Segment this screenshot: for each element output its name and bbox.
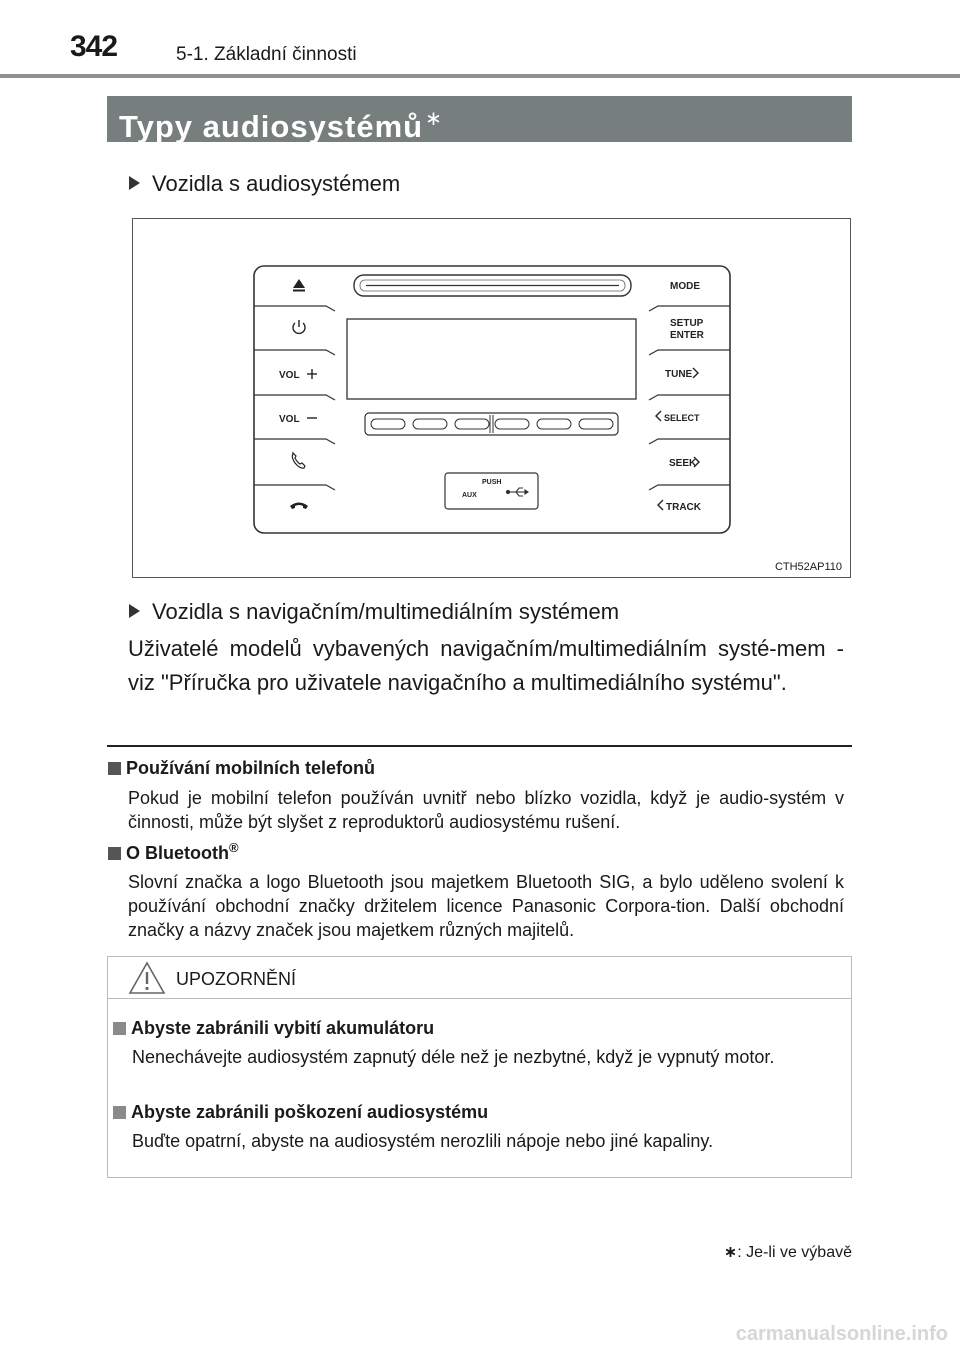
seek-label: SEEK [669, 458, 697, 469]
square-bullet-icon [113, 1022, 126, 1035]
variant-audio-heading [129, 171, 400, 197]
section-heading-phones [108, 758, 375, 779]
caution-box [107, 956, 852, 1178]
title-footnote-mark: ∗ [425, 108, 443, 130]
section-text-phones: Pokud je mobilní telefon používán uvnitř nebo blízko vozidla, když je audio-systém v činnosti, může být slyšet z reproduktorů audiosystému rušení. [128, 788, 844, 832]
caution-text-battery: Nenechávejte audiosystém zapnutý déle než je nezbytné, když je vypnutý motor. [132, 1047, 775, 1067]
section-heading-bluetooth-text: O Bluetooth [126, 843, 229, 863]
setup-label: SETUP [670, 318, 704, 329]
page-number: 342 [70, 30, 118, 63]
header-rule [0, 74, 960, 78]
section-heading-bluetooth [108, 840, 239, 864]
vol-up-label: VOL [279, 370, 300, 381]
square-bullet-icon [108, 847, 121, 860]
audio-unit-illustration [133, 219, 850, 577]
caution-text-damage: Buďte opatrní, abyste na audiosystém nerozlili nápoje nebo jiné kapaliny. [132, 1131, 714, 1151]
triangle-bullet-icon [129, 176, 140, 190]
footnote-mark: ∗ [723, 1244, 738, 1261]
vol-down-label: VOL [279, 414, 300, 425]
section-text-bluetooth: Slovní značka a logo Bluetooth jsou majetkem Bluetooth SIG, a bylo uděleno svolení k používání obchodní značky držitelem licence Panasonic Corpora-tion. Další obchodní značky a názvy značek jsou majetkem různých majitelů. [128, 872, 844, 940]
footnote-text: : Je-li ve výbavě [737, 1244, 852, 1261]
enter-label: ENTER [670, 330, 704, 341]
port-aux-label: AUX [462, 492, 477, 499]
mode-label: MODE [670, 281, 700, 292]
section-rule [107, 745, 852, 747]
nav-reference-paragraph: Uživatelé modelů vybavených navigačním/multimediálním systé-mem - viz "Příručka pro uživatele navigačního a multimediálního systému". [128, 636, 844, 695]
caution-title: UPOZORNĚNÍ [176, 969, 297, 989]
watermark: carmanualsonline.info [735, 1323, 948, 1345]
audio-unit-figure [132, 218, 851, 578]
caution-heading-damage-text: Abyste zabránili poškození audiosystému [131, 1102, 489, 1122]
footnote [724, 1242, 852, 1262]
square-bullet-icon [113, 1106, 126, 1119]
registered-mark: ® [228, 840, 239, 855]
triangle-bullet-icon [129, 604, 140, 618]
section-title: Typy audiosystémů [119, 109, 424, 144]
caution-heading-battery-text: Abyste zabránili vybití akumulátoru [131, 1018, 435, 1038]
caution-separator [108, 998, 851, 999]
section-title-bar [107, 96, 852, 142]
track-label: TRACK [666, 502, 701, 513]
square-bullet-icon [108, 762, 121, 775]
tune-label: TUNE [665, 369, 693, 380]
port-push-label: PUSH [482, 479, 502, 486]
variant-nav-heading [129, 599, 619, 625]
variant-nav-label: Vozidla s navigačním/multimediálním systémem [152, 599, 620, 624]
section-heading-phones-text: Používání mobilních telefonů [126, 758, 376, 778]
select-label: SELECT [664, 413, 700, 423]
variant-audio-label: Vozidla s audiosystémem [152, 171, 401, 196]
chapter-title: 5-1. Základní činnosti [176, 44, 357, 65]
figure-id: CTH52AP110 [774, 561, 842, 573]
caution-heading-battery [113, 1018, 434, 1039]
warning-triangle-icon [128, 960, 166, 996]
caution-heading-damage [113, 1102, 488, 1123]
